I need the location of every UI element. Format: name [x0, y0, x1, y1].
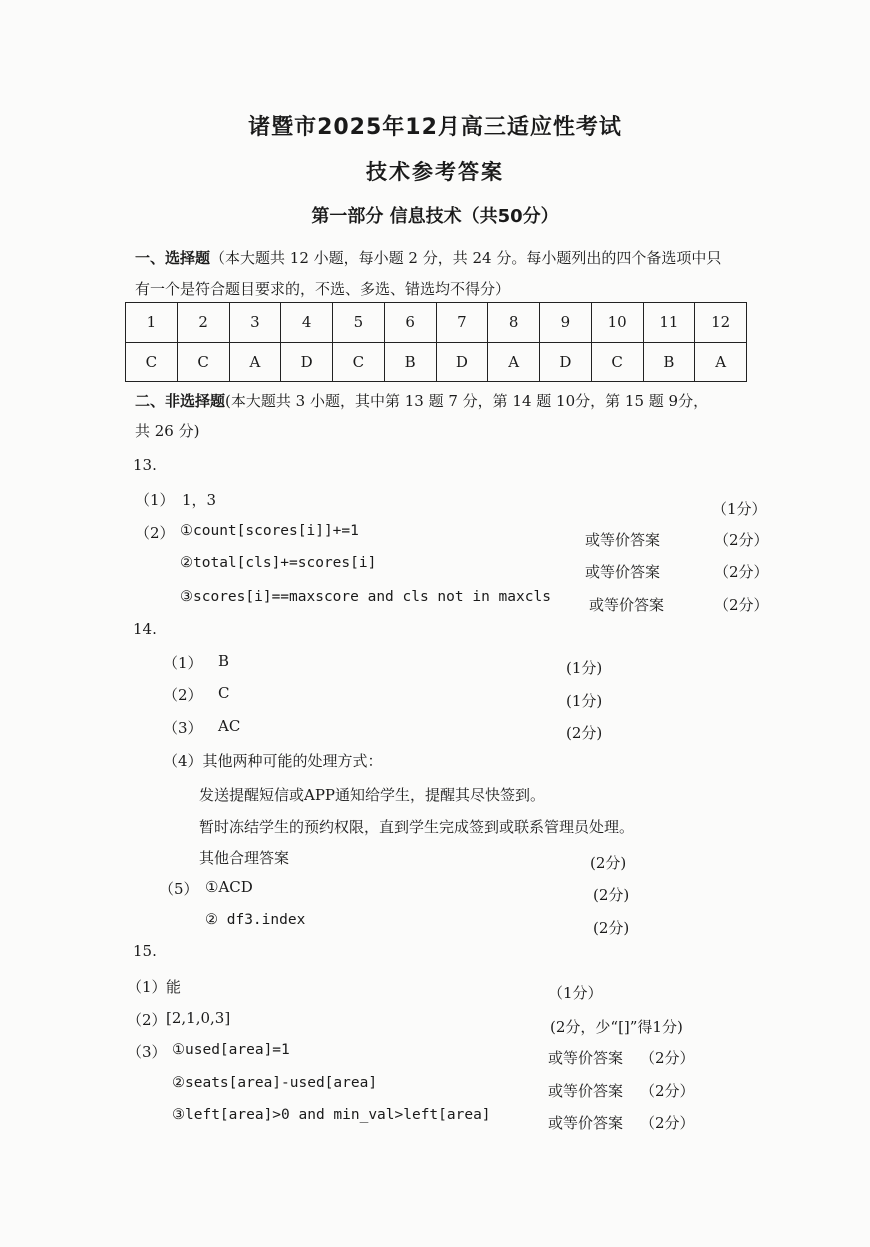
q15-label: 15.	[133, 942, 157, 960]
q13-p1-answer: 1，3	[182, 491, 217, 509]
table-cell-number: 11	[643, 303, 695, 343]
q14-p1-answer: B	[218, 652, 230, 670]
section1-label: 一、选择题	[135, 249, 211, 267]
q14-p1-score: (1分)	[566, 659, 603, 677]
q15-p3c-score: （2分）	[640, 1114, 695, 1132]
section2-label: 二、非选择题	[135, 392, 226, 410]
q13-p2a-score: （2分）	[714, 531, 769, 549]
q13-p2c-note: 或等价答案	[589, 596, 665, 614]
table-cell-answer: C	[126, 342, 178, 382]
q15-p3c-answer: ③left[area]>0 and min_val>left[area]	[172, 1107, 491, 1123]
q15-p2-num: （2）	[127, 1011, 167, 1029]
q15-p3b-answer: ②seats[area]-used[area]	[172, 1075, 378, 1091]
q14-label: 14.	[133, 620, 157, 638]
q15-p3a-answer: ①used[area]=1	[172, 1042, 290, 1058]
q14-p5a-score: (2分)	[593, 886, 630, 904]
table-cell-answer: A	[488, 342, 540, 382]
table-cell-number: 5	[333, 303, 385, 343]
table-cell-number: 8	[488, 303, 540, 343]
q14-p4-score: (2分)	[590, 854, 627, 872]
q13-p2b-answer: ②total[cls]+=scores[i]	[180, 555, 377, 571]
part-title: 第一部分 信息技术（共50分）	[311, 206, 559, 227]
section1-desc-line1: （本大题共 12 小题，每小题 2 分，共 24 分。每小题列出的四个备选项中只	[210, 249, 722, 267]
q15-p3b-note: 或等价答案	[548, 1082, 624, 1100]
q15-p3-num: （3）	[127, 1043, 167, 1061]
table-cell-answer: C	[591, 342, 643, 382]
q14-p1-num: （1）	[163, 654, 203, 672]
q13-p2a-answer: ①count[scores[i]]+=1	[180, 523, 359, 539]
section2-desc-line2: 共 26 分)	[135, 422, 200, 440]
table-cell-answer: B	[643, 342, 695, 382]
exam-title: 诸暨市2025年12月高三适应性考试	[248, 115, 622, 140]
table-cell-number: 3	[229, 303, 281, 343]
table-cell-answer: D	[281, 342, 333, 382]
table-cell-number: 1	[126, 303, 178, 343]
section2-desc-line1: (本大题共 3 小题，其中第 13 题 7 分，第 14 题 10分，第 15 题 9分，	[225, 392, 709, 410]
q15-p1-num: （1）	[127, 978, 167, 996]
table-cell-number: 4	[281, 303, 333, 343]
q13-p1-score: （1分）	[712, 500, 767, 518]
table-cell-answer: A	[229, 342, 281, 382]
q14-p5a-answer: ①ACD	[205, 878, 253, 896]
q13-p2b-note: 或等价答案	[585, 563, 661, 581]
table-cell-answer: C	[333, 342, 385, 382]
q15-p2-score: (2分，少“[]”得1分)	[550, 1018, 683, 1036]
q13-p2c-score: （2分）	[714, 596, 769, 614]
q15-p3c-note: 或等价答案	[548, 1114, 624, 1132]
q13-label: 13.	[133, 456, 157, 474]
q14-p5-num: （5）	[159, 880, 199, 898]
q15-p1-score: （1分）	[548, 984, 603, 1002]
q15-p1-answer: 能	[166, 978, 182, 996]
q14-p2-num: （2）	[163, 686, 203, 704]
q13-p2c-answer: ③scores[i]==maxscore and cls not in maxcls	[180, 589, 551, 605]
answer-table	[125, 302, 747, 382]
table-cell-answer: D	[436, 342, 488, 382]
table-cell-answer: C	[177, 342, 229, 382]
table-cell-answer: D	[540, 342, 592, 382]
table-cell-number: 12	[695, 303, 747, 343]
answer-table-number-row	[126, 303, 747, 343]
answer-subtitle: 技术参考答案	[366, 160, 504, 184]
table-cell-number: 2	[177, 303, 229, 343]
q14-p3-answer: AC	[218, 717, 241, 735]
q15-p3b-score: （2分）	[640, 1082, 695, 1100]
answer-table-answer-row	[126, 342, 747, 382]
section2-header	[135, 390, 708, 411]
table-cell-number: 9	[540, 303, 592, 343]
q15-p2-answer: [2,1,0,3]	[166, 1009, 231, 1027]
q14-p5b-answer: ② df3.index	[205, 912, 306, 928]
table-cell-number: 10	[591, 303, 643, 343]
q14-p3-score: (2分)	[566, 724, 603, 742]
q14-p4-line3: 其他合理答案	[199, 849, 290, 867]
q15-p3a-score: （2分）	[640, 1049, 695, 1067]
q14-p4-line1: 发送提醒短信或APP通知给学生，提醒其尽快签到。	[199, 786, 546, 804]
q15-p3a-note: 或等价答案	[548, 1049, 624, 1067]
q14-p2-score: (1分)	[566, 692, 603, 710]
section1-desc-line2: 有一个是符合题目要求的，不选、多选、错选均不得分）	[135, 280, 511, 298]
q14-p2-answer: C	[218, 684, 230, 702]
q14-p3-num: （3）	[163, 719, 203, 737]
table-cell-number: 7	[436, 303, 488, 343]
table-cell-answer: B	[384, 342, 436, 382]
q14-p4-heading: （4）其他两种可能的处理方式：	[163, 752, 383, 770]
q13-p2b-score: （2分）	[714, 563, 769, 581]
q14-p5b-score: (2分)	[593, 919, 630, 937]
section1-header	[135, 247, 721, 268]
q13-p2a-note: 或等价答案	[585, 531, 661, 549]
table-cell-answer: A	[695, 342, 747, 382]
table-cell-number: 6	[384, 303, 436, 343]
q13-p2-num: （2）	[135, 524, 175, 542]
q14-p4-line2: 暂时冻结学生的预约权限，直到学生完成签到或联系管理员处理。	[199, 818, 635, 836]
q13-p1-num: （1）	[135, 491, 175, 509]
